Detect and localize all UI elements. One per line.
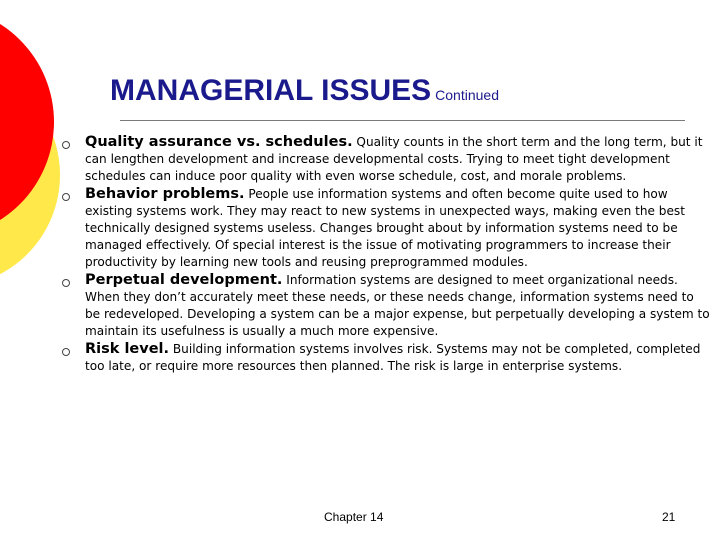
bullet-risk-level [62, 341, 712, 375]
bullet-heading: Quality assurance vs. schedules. [85, 134, 353, 150]
bullet-heading: Perpetual development. [85, 272, 283, 288]
bullet-body: Building information systems involves risk. Systems may not be completed, completed too late, or require more resources then planned. The risk is large in enterprise systems. [85, 342, 701, 373]
slide-title [110, 74, 499, 108]
bullet-heading: Risk level. [85, 341, 170, 357]
bullet-quality-assurance [62, 134, 712, 185]
title-divider [120, 120, 685, 121]
bullet-body: Quality counts in the short term and the long term, but it can lengthen development and increase developmental costs. Trying to meet tight development schedules can induce poor quality with even worse schedule, cost, and morale problems. [85, 135, 703, 183]
bullet-heading: Behavior problems. [85, 186, 245, 202]
decorative-circles [0, 0, 60, 300]
title-subtitle: Continued [435, 87, 499, 103]
footer-chapter: Chapter 14 [324, 510, 384, 524]
hollow-circle-bullet-icon [62, 141, 70, 149]
bullet-body: People use information systems and often become quite used to how existing systems work. They may react to new systems in unexpected ways, making even the best technically designed systems useless. Changes brought about by information systems need to be managed effectively. Of special interest is the issue of motivating programmers to increase their productivity by learning new tools and reusing preprogrammed modules. [85, 187, 685, 269]
bullet-body: Information systems are designed to meet organizational needs. When they don’t accurately meet these needs, or these needs change, information systems need to be redeveloped. Developing a system can be a major expense, but perpetually developing a system to maintain its usefulness is usually a much more expensive. [85, 273, 710, 338]
bullet-perpetual-development [62, 272, 712, 340]
footer-page-number: 21 [662, 510, 676, 524]
hollow-circle-bullet-icon [62, 193, 70, 201]
title-main: MANAGERIAL ISSUES [110, 74, 432, 107]
hollow-circle-bullet-icon [62, 348, 70, 356]
bullet-behavior-problems [62, 186, 712, 271]
hollow-circle-bullet-icon [62, 279, 70, 287]
bullet-list [62, 134, 712, 376]
